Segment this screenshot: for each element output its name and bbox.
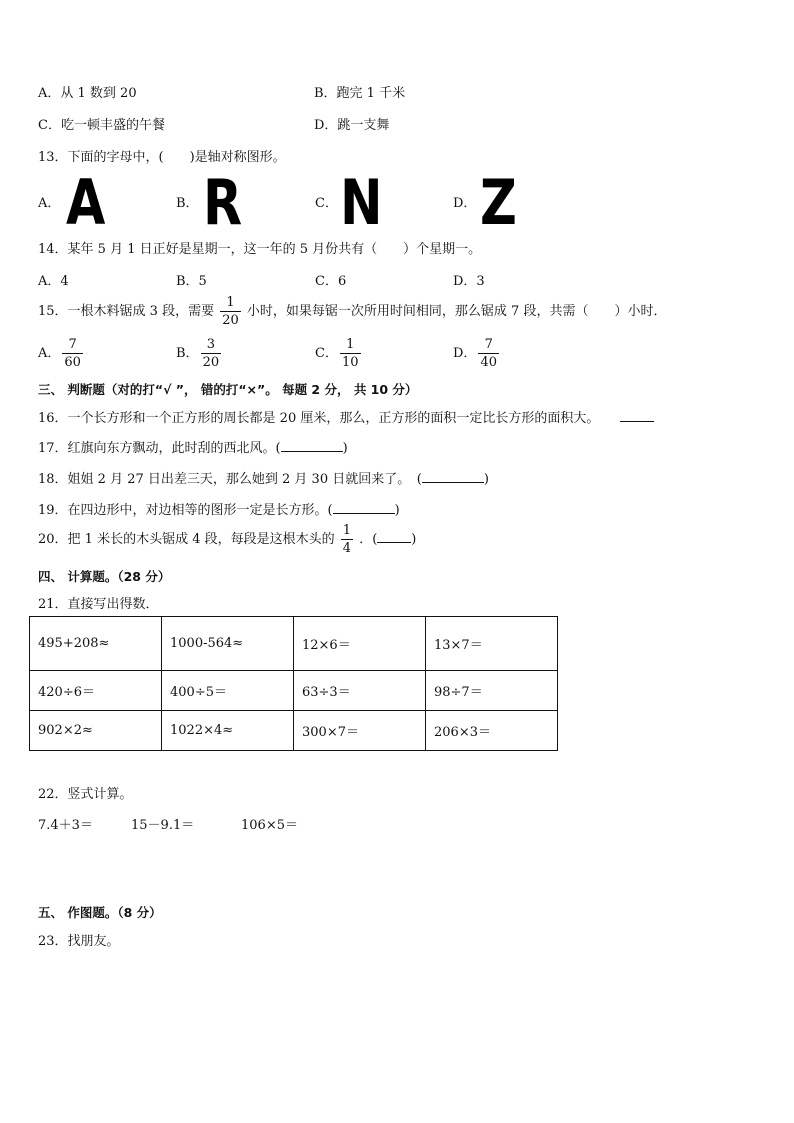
question-17: 17．红旗向东方飘动，此时刮的西北风。( ): [38, 441, 348, 456]
question-22-stem: 22．竖式计算。: [38, 787, 133, 802]
letter-z-image: Z: [480, 166, 517, 239]
option-15b: B． $\frac{3}{20}$: [176, 337, 220, 370]
table-cell[interactable]: 495+208≈: [30, 617, 162, 671]
option-15c: C． $\frac{1}{10}$: [315, 337, 359, 370]
calc-item-22a: 7.4＋3＝: [38, 818, 93, 833]
section-3-heading: 三、 判断题（对的打“√ ”， 错的打“×”。 每题 2 分， 共 10 分）: [38, 382, 418, 397]
option-13b-label: B．: [176, 196, 199, 211]
question-15-stem: 15．一根木料锯成 3 段，需要 $\frac{1}{20}$ 小时，如果每锯一次所用时间相同，那么锯成 7 段，共需（ ）小时．: [38, 295, 667, 328]
table-cell[interactable]: 902×2≈: [30, 711, 162, 751]
option-12b: B．跑完 1 千米: [314, 86, 406, 101]
table-cell[interactable]: 300×7＝: [294, 711, 426, 751]
table-row: [30, 711, 558, 751]
table-row: [30, 671, 558, 711]
calc-item-22b: 15－9.1＝: [131, 818, 195, 833]
option-13a-label: A．: [38, 196, 61, 211]
question-16: 16．一个长方形和一个正方形的周长都是 20 厘米，那么，正方形的面积一定比长方形的面积大。: [38, 407, 654, 426]
option-14d: D．3: [453, 274, 485, 289]
table-cell[interactable]: 63÷3＝: [294, 671, 426, 711]
option-13c-label: C．: [315, 196, 338, 211]
calculation-table: [29, 616, 558, 751]
table-cell[interactable]: 13×7＝: [426, 617, 558, 671]
option-13d-label: D．: [453, 196, 477, 211]
option-12c: C．吃一顿丰盛的午餐: [38, 118, 165, 133]
option-12d: D．跳一支舞: [314, 118, 390, 133]
option-12a: A．从 1 数到 20: [38, 86, 137, 101]
section-5-heading: 五、 作图题。（8 分）: [38, 905, 162, 920]
option-14b: B．5: [176, 274, 207, 289]
answer-blank-17[interactable]: [281, 439, 343, 452]
fraction-1-4: $\frac{1}{4}$: [342, 523, 352, 556]
question-18: 18．姐姐 2 月 27 日出差三天，那么她到 2 月 30 日就回来了。 ( ): [38, 472, 489, 487]
table-row: [30, 617, 558, 671]
section-4-heading: 四、 计算题。（28 分）: [38, 569, 171, 584]
answer-blank-19[interactable]: [333, 501, 395, 514]
table-cell[interactable]: 420÷6＝: [30, 671, 162, 711]
calc-item-22c: 106×5＝: [241, 818, 298, 833]
fraction-1-20: $\frac{1}{20}$: [222, 295, 239, 328]
question-13-stem: 13．下面的字母中，( )是轴对称图形。: [38, 150, 286, 165]
table-cell[interactable]: 1022×4≈: [162, 711, 294, 751]
answer-blank-16[interactable]: [620, 409, 654, 422]
letter-a-image: A: [66, 166, 106, 239]
table-cell[interactable]: 1000-564≈: [162, 617, 294, 671]
option-15d: D． $\frac{7}{40}$: [453, 337, 497, 370]
table-cell[interactable]: 98÷7＝: [426, 671, 558, 711]
question-19: 19．在四边形中，对边相等的图形一定是长方形。( ): [38, 503, 400, 518]
letter-r-image: R: [203, 166, 243, 239]
option-14c: C．6: [315, 274, 347, 289]
table-cell[interactable]: 12×6＝: [294, 617, 426, 671]
table-cell[interactable]: 206×3＝: [426, 711, 558, 751]
letter-n-image: N: [340, 166, 383, 239]
question-21-stem: 21．直接写出得数．: [38, 597, 159, 612]
option-15a: A． $\frac{7}{60}$: [38, 337, 81, 370]
table-cell[interactable]: 400÷5＝: [162, 671, 294, 711]
question-20: 20．把 1 米长的木头锯成 4 段，每段是这根木头的 $\frac{1}{4}$ ．( ): [38, 523, 417, 556]
answer-blank-18[interactable]: [422, 470, 484, 483]
question-14-stem: 14．某年 5 月 1 日正好是星期一，这一年的 5 月份共有（ ）个星期一。: [38, 242, 482, 257]
option-14a: A．4: [38, 274, 69, 289]
answer-blank-20[interactable]: [377, 530, 411, 543]
question-23-stem: 23．找朋友。: [38, 934, 120, 949]
